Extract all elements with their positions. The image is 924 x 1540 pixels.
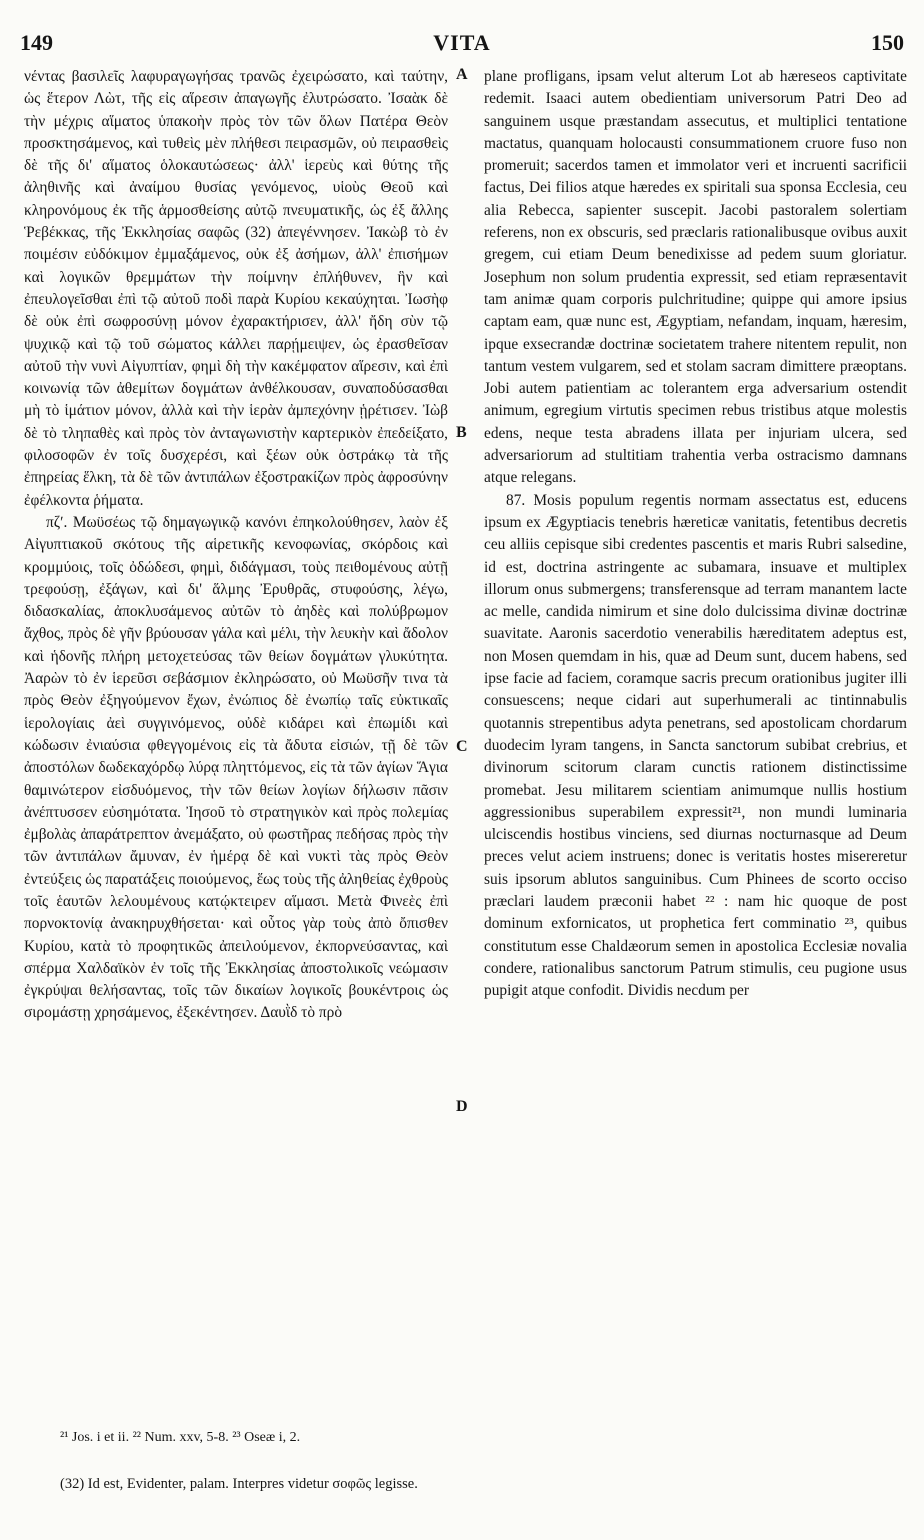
page-header — [20, 30, 904, 64]
critical-note: (32) Id est, Evidenter, palam. Interpres videtur σοφῶς legisse. — [60, 1476, 418, 1492]
greek-paragraph: νέντας βασιλεῖς λαφυραγωγήσας τρανῶς ἐχειρώσατο, καὶ ταύτην, ὡς ἕτερον Λὼτ, τῆς εἰς αἵρεσιν ἀπαγωγῆς ἐλυτρώσατο. Ἰσαὰκ δὲ τὴν μέχρις αἵματος ὑπακοὴν πρὸς τὸν τῶν ὅλων Πατέρα Θεὸν προσκτησάμενος, καὶ τυθεὶς μὲν πλήθεσι πειρασμῶν, οὐ πειρασθεὶς δὲ τῆς δι' αἵματος ὁλοκαυτώσεως· ἀλλ' ἱερεὺς καὶ θύτης τῆς ἀληθινῆς καὶ ἀναίμου θυσίας γενόμενος, υἱοὺς Θεοῦ καὶ κληρονόμους ἐκ τῆς ἁρμοσθείσης αὐτῷ πνευματικῆς, ὡς ἐξ ἄλλης Ῥεβέκκας, τῆς Ἐκκλησίας σαφῶς (32) ἀπεγέννησεν. Ἰακὼβ τὸ ἐν ποιμέσιν εὐδόκιμον ἐμμαξάμενος, οὐκ ἐξ ἀσήμων, ἀλλ' ἐπισήμων καὶ λογικῶν θρεμμάτων τὴν ποίμνην ἐπλήθυνεν, ἣν καὶ ἐπευλογεῖσθαι ἐπὶ τῷ αὐτοῦ ποδὶ παρὰ Κυρίου κεκαύχηται. Ἰωσὴφ δὲ οὐκ ἐπὶ σωφροσύνῃ μόνον ἐχαρακτήρισεν, ἀλλ' ἤδη σὺν τῷ ψυχικῷ καὶ τῷ τοῦ σώματος κάλλει παρῄμειψεν, ὡς ἐρασθεῖσαν αὐτοῦ τὴν νυνὶ Αἰγυπτίαν, φημὶ δὴ τὴν κακέμφατον αἵρεσιν, καὶ ἐπὶ κοινωνίᾳ τῶν ἀθεμίτων δογμάτων ἀνθέλκουσαν, συναποδύσασθαι μὴ τὸ ἱμάτιον μόνον, ἀλλὰ καὶ τὴν ἱερὰν ἀμπεχόνην ᾑρέτισεν. Ἰὼβ δὲ τὸ τληπαθὲς καὶ πρὸς τὸν ἀνταγωνιστὴν καρτερικὸν ἐπεδείξατο, φιλοσοφῶν ἐν τοῖς δυσχερέσι, καὶ ξέων οὐκ ὀστράκῳ τὰ τῆς ἐπηρείας ἕλκη, τὰ δὲ τῶν ἀντιπάλων ἐξοστρακίζων πρὸς ἀφροσύνην ἐφέλκοντα ῥήματα. — [24, 68, 448, 509]
margin-marker-d: D — [456, 1098, 468, 1115]
greek-paragraph: πζʹ. Μωϋσέως τῷ δημαγωγικῷ κανόνι ἐπηκολούθησεν, λαὸν ἐξ Αἰγυπτιακοῦ σκότους τῆς αἱρετικῆς κενοφωνίας, σκόρδοις καὶ κρομμύοις, τοῖς ὀδώδεσι, φημὶ, διδάγμασι, τοὺς πειθομένους αὐτῇ τρεφούσῃ, ἐξάγων, καὶ δι' ἅλμης Ἐρυθρᾶς, στυφούσης, λέγω, διδασκαλίας, ἀποκλυσάμενος αὐτῶν τὸ ἀηδὲς καὶ πολύβρωμον ἄχθος, πρὸς δὲ γῆν βρύουσαν γάλα καὶ μέλι, τὴν λευκὴν καὶ ἄδολον καὶ ἡδονῆς πλήρη μετοχετεύσας τῶν θείων δογμάτων γλυκύτητα. Ἀαρὼν τὸ ἐν ἱερεῦσι σεβάσμιον ἐκληρώσατο, οὐ Μωϋσῆν τινα τὰ πρὸς Θεὸν ἐξηγούμενον ἔχων, ἐνώπιος δὲ ἐνωπίῳ ταῖς εὐκτικαῖς ἱερολογίαις ἀεὶ συγγινόμενος, οὐδὲ κιδάρει καὶ ἐπωμίδι καὶ κώδωσιν ἐνιαύσια φθεγγομένοις εἰς τὰ ἄδυτα εἰσιών, τῇ δὲ τῶν ἀποστόλων δωδεκαχόρδῳ λύρᾳ πληττόμενος, εἰς τὰ τῶν ἁγίων Ἅγια θαμινώτερον εἰσδυόμενος, τὴν τῶν θείων λογίων δήλωσιν πᾶσιν ἀνέπτυσσεν εὐσημότατα. Ἰησοῦ τὸ στρατηγικὸν καὶ πρὸς πολεμίας ἐμβολὰς ἀπαράτρεπτον ἀνεμάξατο, οὐ φωστῆρας πεδήσας πρὸς τὴν τῶν ἀντιπάλων ἄμυναν, ἐν ἡμέρᾳ δὲ καὶ νυκτὶ τὰς πρὸς Θεὸν ἐντεύξεις ὡς παρατάξεις ποιούμενος, ἕως τοὺς τῆς ἀληθείας ἐχθροὺς τοῖς ἑαυτῶν λελουμένους κατῴκτειρεν αἵμασι. Μετὰ Φινεὲς ἐπὶ πορνοκτονίᾳ ἀνακηρυχθήσεται· καὶ οὗτος γὰρ τοὺς ἀπὸ ὄπισθεν Κυρίου, κατὰ τὸ προφητικῶς ἀπειλούμενον, ἐκπορνεύσαντας, καὶ σπέρμα Χαλδαϊκὸν ἐν τοῖς τῆς Ἐκκλησίας ἀποστολικοῖς νεώμασιν ἐγκρύψαι θελήσαντας, τοῖς τῶν δικαίων λογικοῖς βουκέντροις ὡς σιρομάστῃ χρησάμενος, ἐξεκέντησεν. Δαυῒδ τὸ πρὸ — [24, 513, 448, 1022]
page-number-left: 149 — [20, 30, 53, 55]
running-title: VITA — [433, 30, 491, 55]
page-number-right: 150 — [871, 30, 904, 55]
greek-column — [24, 66, 448, 1025]
latin-paragraph: 87. Mosis populum regentis normam assectatus est, educens ipsum ex Ægyptiacis tenebris hæreticæ vanitatis, fetentibus decretis ceu alliis cepisque sibi credentes pascentis et maris Rubri salsedine, id est, doctrina astringente ac subamara, insuave et multiplex illorum onus submergens; transferensque ad terram manantem lacte ac melle, candida nimirum et sine dolo dulcissima divinæ doctrinæ suavitate. Aaronis sacerdotio venerabilis hæreditatem adeptus est, non Mosen quemdam in his, quæ ad Deum sunt, ducem habens, sed ipse facie ad faciem, coramque sacris precum orationibus jugiter illi consuescens; neque cidari aut superhumerali ac tintinnabulis quotannis strepentibus adyta penetrans, sed apostolicam chordarum duodecim lyram tangens, in Sancta sanctorum subibat crebrius, et divinorum scitorum claram cunctis rationem distinctissime promebat. Jesu militarem scientiam animumque nullis hostium aggressionibus superabilem expressit²¹, non mundi luminaria ulciscendis hostibus vinciens, sed diurnas nocturnasque ad Deum preces velut aciem instruens; donec is veritatis hostes misereretur suis ipsorum ablutos sanguinibus. Cum Phinees de scorto occiso præclari laudem præconii habet ²² : nam hic quoque de post dominum exfornicatos, ut prophetica fert comminatio ²³, quibus constitutum esse Chaldæorum semen in apostolica Ecclesiæ novalia condere, rationalibus sanctorum Patrum stimulis, ceu pugione usus pupigit atque confodit. Dividis necdum per — [484, 491, 907, 1000]
footnotes: ²¹ Jos. i et ii. ²² Num. xxv, 5-8. ²³ Oseæ i, 2. — [60, 1430, 301, 1445]
margin-marker-c: C — [456, 738, 468, 755]
latin-column — [484, 66, 907, 1002]
latin-paragraph: plane profligans, ipsam velut alterum Lot ab hæreseos captivitate redemit. Isaaci autem obedientiam universorum Patri Deo ad sanguinem usque præstandam assecutus, et multiplici tentatione mactatus, quanquam holocausti consummationem cruore fuso non promeruit; sacerdos tamen et immolator veri et incruenti sacrificii factus, Dei filios atque hæredes ex spiritali sua sponsa Ecclesia, ceu alia Rebecca, sapienter suscepit. Jacobi pastoralem solertiam referens, non ex obscuris, sed præclaris rationalibusque ovibus auxit gregem, cui etiam Deum benedixisse ad pedem suum gloriatur. Josephum non solum prudentia expressit, sed etiam repræsentavit tam animæ quam corporis pulchritudine; quippe qui amore ipsius captam eam, quæ nunc est, Ægyptiam, nefandam, inquam, hæresim, ipque exsecrandæ doctrinæ societatem trahere nitentem repulit, non tantum vestem vulgarem, sed et stolam sacram dimittere præoptans. Jobi autem patientiam ac tolerantem erga adversarium ostendit animum, egregium virtutis specimen rebus tristibus atque molestis edens, neque testa abradens illata per injuriam ulcera, sed adversariorum ad stultitiam trahentia verba ostracismo damnans atque relegans. — [484, 68, 907, 487]
margin-marker-a: A — [456, 66, 468, 83]
margin-marker-b: B — [456, 424, 467, 441]
